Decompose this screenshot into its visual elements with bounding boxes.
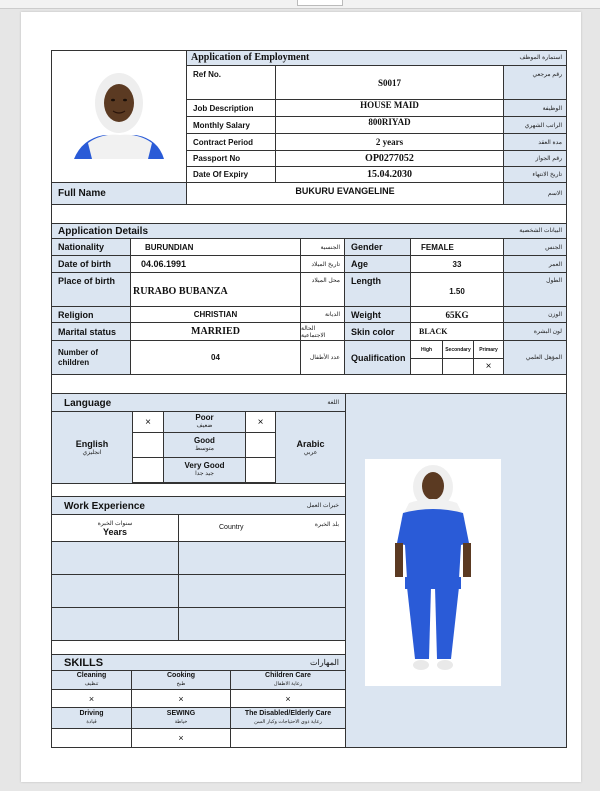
salary-label-ar: الراتب الشهري [504,117,566,134]
sewing-cell [132,708,231,729]
age-label: Age [345,256,411,273]
dob-label-ar: تاريخ الميلاد [301,256,345,273]
years-header [52,515,179,542]
driving-cell [52,708,132,729]
skills-header [52,655,345,671]
details-header [52,224,566,239]
pob-label: Place of birth [52,273,131,307]
arabic-verygood-box [245,458,276,483]
country-header [179,515,345,542]
cleaning-label: Cleaning [76,672,107,679]
full-body-image [365,459,501,686]
skin-value: BLACK [411,323,504,341]
weight-label-ar: الوزن [504,307,566,323]
sewing-label: SEWING [166,710,196,717]
experience-row-2-country [179,575,345,608]
language-spacer [52,483,345,497]
document-page [21,12,581,782]
experience-row-2-years [52,575,179,608]
children-care-mark: × [231,690,345,708]
full-body-photo [365,459,501,686]
application-form [51,50,567,748]
details-title-ar: البيانات الشخصية [519,228,562,234]
age-value: 33 [411,256,504,273]
english-good-box [132,433,164,458]
experience-row-1-years [52,542,179,575]
details-title: Application Details [58,226,149,237]
children-label: Number of children [52,341,131,375]
verygood-cell [164,458,245,483]
gender-label: Gender [345,239,411,256]
religion-label-ar: الديانة [301,307,345,323]
pob-value: RURABO BUBANZA [131,273,301,307]
children-care-cell [231,671,345,690]
driving-label-ar: قيادة [86,719,97,725]
title-row [187,51,566,66]
expiry-label: Date Of Expiry [187,167,276,183]
experience-row-1-country [179,542,345,575]
portrait-image [52,51,187,183]
expiry-label-ar: تاريخ الانتهاء [504,167,566,183]
english-cell [52,412,132,483]
qual-secondary-box [443,359,474,375]
qual-high-box [411,359,443,375]
skin-label: Skin color [345,323,411,341]
disabled-care-label-ar: رعاية ذوي الاحتياجات وكبار السن [254,719,322,725]
cleaning-mark: × [52,690,132,708]
skills-title: SKILLS [64,657,104,669]
length-value: 1.50 [411,273,504,307]
qualification-label: Qualification [345,341,411,375]
good-cell [164,433,245,458]
nationality-label: Nationality [52,239,131,256]
qual-primary-label: Primary [474,341,504,359]
arabic-poor-mark: × [245,412,276,433]
poor-cell [164,412,245,433]
years-label-ar: سنوات الخبرة [97,520,133,527]
verygood-label-ar: جيد جدا [195,471,214,477]
spacer-row [52,205,566,224]
cooking-label-ar: طبخ [176,681,186,687]
english-label: English [75,439,109,449]
experience-row-3-country [179,608,345,641]
ref-label-ar: رقم مرجعي [504,66,566,100]
marital-label: Marital status [52,323,131,341]
experience-title-ar: خبرات العمل [306,503,339,509]
qual-primary-mark: × [474,359,504,375]
sewing-label-ar: خياطة [174,719,188,725]
cooking-mark: × [132,690,231,708]
job-label: Job Description [187,100,276,117]
english-poor-mark: × [132,412,164,433]
fullname-label-ar: الاسم [504,183,566,205]
language-header [52,394,345,412]
marital-label-ar: الحالة الاجتماعية [301,323,345,341]
job-value: HOUSE MAID [276,100,504,117]
years-label: Years [102,526,128,537]
disabled-care-box [231,729,345,747]
expiry-value: 15.04.2030 [276,167,504,183]
religion-label: Religion [52,307,131,323]
passport-value: OP0277052 [276,151,504,167]
period-label: Contract Period [187,134,276,151]
weight-label: Weight [345,307,411,323]
qual-high-label: High [411,341,443,359]
english-label-ar: انجليزي [82,450,102,456]
language-title: Language [64,398,112,409]
job-label-ar: الوظيفة [504,100,566,117]
children-care-label: Children Care [265,672,311,679]
gender-label-ar: الجنس [504,239,566,256]
cleaning-cell [52,671,132,690]
children-label-ar: عدد الأطفال [301,341,345,375]
skin-label-ar: لون البشرة [504,323,566,341]
passport-label: Passport No [187,151,276,167]
religion-value: CHRISTIAN [131,307,301,323]
cooking-cell [132,671,231,690]
country-label: Country [219,524,244,531]
experience-spacer [52,641,345,655]
dob-value: 04.06.1991 [131,256,301,273]
fullname-value: BUKURU EVANGELINE [187,183,504,205]
experience-header [52,497,345,515]
form-title-ar: استمارة الموظف [519,55,562,61]
period-value: 2 years [276,134,504,151]
form-title: Application of Employment [191,52,310,63]
driving-label: Driving [79,710,104,717]
children-care-label-ar: رعاية الاطفال [273,681,303,687]
marital-value: MARRIED [131,323,301,341]
fullname-label: Full Name [52,183,187,205]
skills-title-ar: المهارات [309,658,339,667]
experience-title: Work Experience [64,501,145,512]
poor-label-ar: ضعيف [196,423,213,429]
qualification-label-ar: المؤهل العلمي [504,341,566,375]
driving-box [52,729,132,747]
sewing-mark: × [132,729,231,747]
nationality-value: BURUNDIAN [131,239,301,256]
ref-label: Ref No. [187,66,276,100]
arabic-label: Arabic [296,439,325,449]
salary-value: 800RIYAD [276,117,504,134]
verygood-label: Very Good [184,461,225,470]
arabic-cell [276,412,345,483]
disabled-care-cell [231,708,345,729]
passport-label-ar: رقم الجواز [504,151,566,167]
portrait-photo [52,51,187,183]
disabled-care-label: The Disabled/Elderly Care [244,710,332,717]
good-label-ar: متوسط [195,446,214,452]
weight-value: 65KG [411,307,504,323]
dob-label: Date of birth [52,256,131,273]
experience-row-3-years [52,608,179,641]
length-label-ar: الطول [504,273,566,307]
ref-value: S0017 [276,66,504,100]
period-label-ar: مدة العقد [504,134,566,151]
poor-label: Poor [195,413,214,422]
good-label: Good [194,436,215,445]
viewer-tab[interactable] [297,0,343,6]
pob-label-ar: محل الميلاد [301,273,345,307]
salary-label: Monthly Salary [187,117,276,134]
length-label: Length [345,273,411,307]
cooking-label: Cooking [167,672,195,679]
country-label-ar: بلد الخبرة [314,522,339,528]
children-value: 04 [131,341,301,375]
full-body-photo-area [345,394,566,747]
arabic-label-ar: عربي [303,450,318,456]
age-label-ar: العمر [504,256,566,273]
nationality-label-ar: الجنسية [301,239,345,256]
spacer-row-2 [52,375,566,394]
english-verygood-box [132,458,164,483]
qual-secondary-label: Secondary [443,341,474,359]
gender-value: FEMALE [411,239,504,256]
cleaning-label-ar: تنظيف [84,681,99,687]
language-title-ar: اللغة [327,400,339,406]
arabic-good-box [245,433,276,458]
